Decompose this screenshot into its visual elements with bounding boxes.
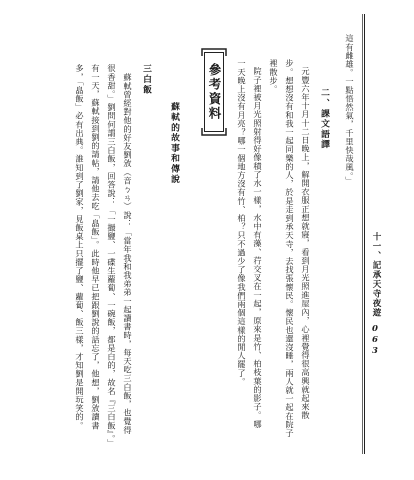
top-poem-line: 這有雌雄。一點悟然氣，千里快哉風。」 bbox=[345, 34, 355, 185]
reference-badge: 參考資料 bbox=[204, 52, 224, 132]
story-line-4: 多，「皛飯」必有出典。誰知到了劉家，見飯桌上只擺了鹽、蘿蔔、飯三樣，才知劉是開玩笑的。 bbox=[75, 64, 85, 430]
translation-line-2: 步。想想沒有和我一起同樂的人，於是走到承天寺，去找張懷民。懷民也還沒睡，兩人就一起在院子 bbox=[285, 59, 295, 438]
story-line-1: 蘇軾曾經對他的好友劉攽（音ㄅㄢ）說：「當年我和我弟弟一起讀書時，每天吃三白飯，也覺得 bbox=[123, 73, 133, 435]
translation-line-3: 裡散步。 bbox=[269, 59, 279, 94]
story-line-3: 有一天，蘇軾接到劉的請帖，請他去吃「皛飯」。此時他早已把跟劉說的話忘了，他想，劉攽讀書 bbox=[91, 64, 101, 430]
translation-line-5: 一天晚上沒有月亮？哪一個地方沒有竹、柏？只不過少了像我們兩個這樣的閒人罷了。 bbox=[237, 59, 247, 386]
translation-line-4: 院子裡被月光照射得好像積了水一樣，水中有藻、荇交叉在一起，原來是竹、柏枝葉的影子。哪 bbox=[253, 67, 263, 429]
story-subheading: 三白飯 bbox=[141, 64, 151, 95]
story-title: 蘇軾的故事和傳說 bbox=[169, 102, 179, 185]
translation-line-1: 元豐六年十月十二日晚上，解開衣服正想就寢，看到月光照進屋內，心裡覺得很高興就起來散 bbox=[301, 67, 311, 420]
chapter-side-label: 十一、記承天寺夜遊 bbox=[371, 232, 381, 318]
margin-rule bbox=[364, 14, 365, 454]
page-number: 063 bbox=[370, 324, 380, 357]
story-line-2: 很香甜。」劉問何謂三白飯，回答說：「一撮鹽、一碟生蘿蔔、一碗飯，都是白的，故名『三白飯』。」 bbox=[107, 64, 117, 448]
margin-rule-inner bbox=[362, 14, 363, 454]
section-heading: 二、課文語譯 bbox=[319, 88, 329, 150]
